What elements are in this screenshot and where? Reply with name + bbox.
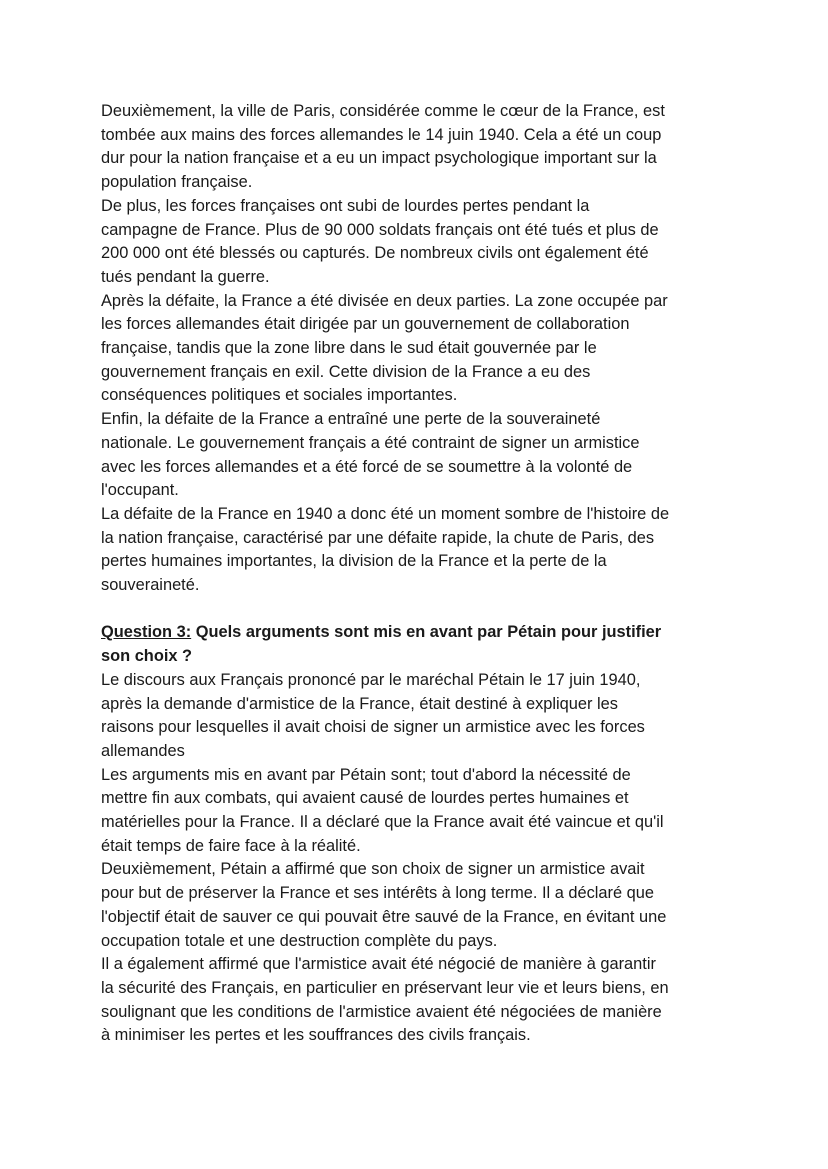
question-3-text: Quels arguments sont mis en avant par Pétain pour justifier son choix ? xyxy=(101,623,662,666)
paragraph-discours: Le discours aux Français prononcé par le maréchal Pétain le 17 juin 1940, après la demande d'armistice de la France, était destiné à expliquer les raisons pour lesquelles il avait choisi de signer un armistice avec les forces allemandes xyxy=(101,670,645,760)
question-3-label: Question 3: xyxy=(101,623,192,642)
paragraph-preserver: Deuxièmement, Pétain a affirmé que son choix de signer un armistice avait pour but de préserver la France et ses intérêts à long terme. Il a déclaré que l'objectif était de sauver ce qui pouvait être sauvé de la France, en évitant une occupation totale et une destruction complète du pays. xyxy=(101,860,667,950)
paragraph-division: Après la défaite, la France a été divisée en deux parties. La zone occupée par les forces allemandes était dirigée par un gouvernement de collaboration française, tandis que la zone libre dans le sud était gouvernée par le gouvernement français en exil. Cette division de la France a eu des conséquences politiques et sociales importantes. xyxy=(101,291,668,405)
document-page xyxy=(101,100,741,1048)
paragraph-conclusion: La défaite de la France en 1940 a donc été un moment sombre de l'histoire de la nation française, caractérisé par une défaite rapide, la chute de Paris, des pertes humaines importantes, la division de la France et la perte de la souveraineté. xyxy=(101,504,670,595)
section-spacer xyxy=(101,598,741,622)
paragraph-sovereignty: Enfin, la défaite de la France a entraîné une perte de la souveraineté nationale. Le gouvernement français a été contraint de signer un armistice avec les forces allemandes et a été forcé de se soumettre à la volonté de l'occupant. xyxy=(101,410,640,500)
paragraph-arguments: Les arguments mis en avant par Pétain sont; tout d'abord la nécessité de mettre fin aux combats, qui avaient causé de lourdes pertes humaines et matérielles pour la France. Il a déclaré que la France avait été vaincue et qu'il était temps de faire face à la réalité. xyxy=(101,765,664,855)
paragraph-securite: Il a également affirmé que l'armistice avait été négocié de manière à garantir la sécurité des Français, en particulier en préservant leur vie et leurs biens, en soulignant que les conditions de l'armistice avaient été négociées de manière à minimiser les pertes et les souffrances des civils français. xyxy=(101,955,669,1045)
question-3-heading xyxy=(101,621,741,668)
paragraph-paris: Deuxièmement, la ville de Paris, considérée comme le cœur de la France, est tombée aux mains des forces allemandes le 14 juin 1940. Cela a été un coup dur pour la nation française et a eu un impact psychologique important sur la population française. xyxy=(101,102,665,192)
paragraph-losses: De plus, les forces françaises ont subi de lourdes pertes pendant la campagne de France. Plus de 90 000 soldats français ont été tués et plus de 200 000 ont été blessés ou capturés. De nombreux civils ont également été tués pendant la guerre. xyxy=(101,196,659,286)
